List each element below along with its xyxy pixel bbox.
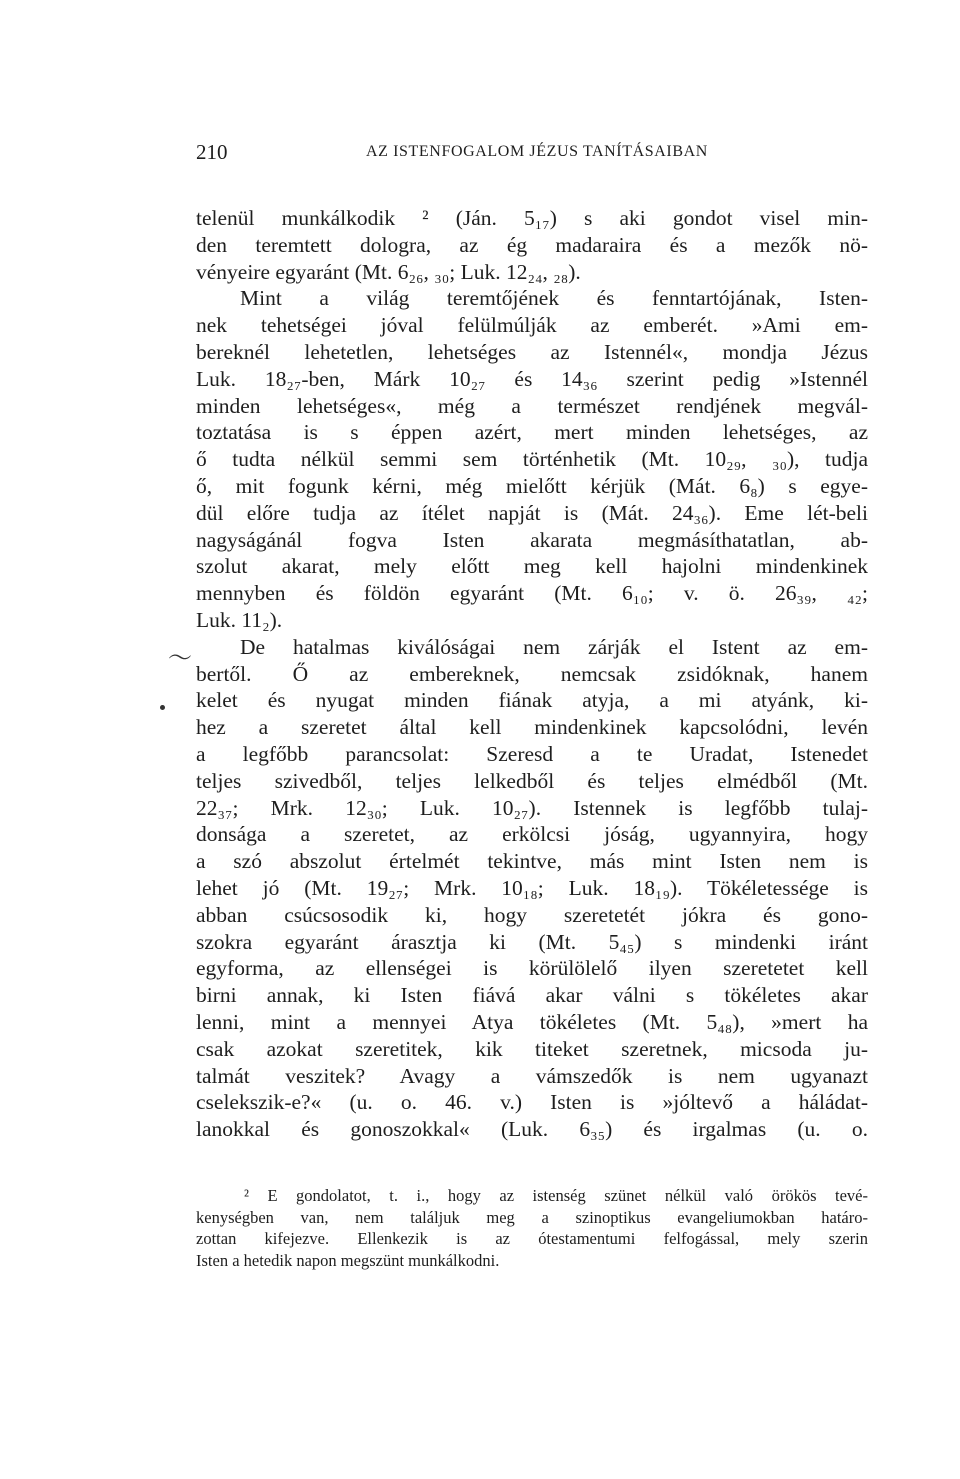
text-line: dül előre tudja az ítélet napját is (Mát. 24₃₆). Eme lét-beli — [196, 500, 868, 525]
text-line: De hatalmas kiválóságai nem zárják el Istent az em- — [240, 634, 868, 659]
text-line: csak azokat szeretitek, kik titeket szeretnek, micsoda ju- — [196, 1036, 868, 1061]
text-line: szolut akarat, mely előtt meg kell hajolni mindenkinek — [196, 554, 868, 579]
text-line: bereknél lehetetlen, lehetséges az Istennél«, mondja Jézus — [196, 339, 868, 364]
margin-annotation-mark: 〜 — [168, 646, 192, 672]
margin-dot-mark — [160, 705, 165, 710]
text-line: a szó abszolut értelmét tekintve, más mint Isten nem is — [196, 849, 868, 874]
running-head: AZ ISTENFOGALOM JÉZUS TANÍTÁSAIBAN — [366, 143, 708, 160]
text-line: Mint a világ teremtőjének és fenntartójának, Isten- — [240, 286, 868, 311]
text-line: teljes szivedből, teljes lelkedből és teljes elmédből (Mt. — [196, 768, 868, 793]
text-line: a legfőbb parancsolat: Szeresd a te Uradat, Istenedet — [196, 741, 868, 766]
text-line: nagyságánál fogva Isten akarata megmásíthatatlan, ab- — [196, 527, 868, 552]
text-line: lehet jó (Mt. 19₂₇; Mrk. 10₁₈; Luk. 18₁₉). Tökéletessége is — [196, 875, 868, 900]
text-line: hez a szeretet által kell mindenkinek kapcsolódni, levén — [196, 715, 868, 740]
text-line: minden lehetséges«, még a természet rendjének megvál- — [196, 393, 868, 418]
footnotes — [196, 1185, 868, 1271]
text-line: talmát veszitek? Avagy a vámszedők is nem ugyanazt — [196, 1063, 868, 1088]
text-line: den teremtett dologra, az ég madaraira és a mezők nö- — [196, 232, 868, 257]
text-line: telenül munkálkodik ² (Ján. 5₁₇) s aki gondot visel min- — [196, 206, 868, 230]
text-line: lenni, mint a mennyei Atya tökéletes (Mt. 5₄₈), »mert ha — [196, 1009, 868, 1034]
text-line: mennyben és földön egyaránt (Mt. 6₁₀; v. ö. 26₃₉, ₄₂; — [196, 581, 868, 606]
text-line: szokra egyaránt árasztja ki (Mt. 5₄₅) s mindenki iránt — [196, 929, 868, 954]
text-line: Luk. 18₂₇-ben, Márk 10₂₇ és 14₃₆ szerint pedig »Istennél — [196, 366, 868, 391]
footnote-line: ² E gondolatot, t. i., hogy az istenség szünet nélkül való örökös tevé- — [244, 1186, 868, 1205]
text-line: lanokkal és gonoszokkal« (Luk. 6₃₅) és irgalmas (u. o. — [196, 1117, 868, 1142]
text-line: birni annak, ki Isten fiává akar válni s tökéletes akar — [196, 983, 868, 1008]
text-line: nek tehetségei jóval felülmúlják az emberét. »Ami em- — [196, 313, 868, 338]
text-line: cselekszik-e?« (u. o. 46. v.) Isten is »jóltevő a háládat- — [196, 1090, 868, 1115]
text-line: vényeire egyaránt (Mt. 6₂₆, ₃₀; Luk. 12₂₄, ₂₈). — [196, 259, 581, 284]
text-line: ő, mit fogunk kérni, még mielőtt kérjük (Mát. 6₈) s egye- — [196, 473, 868, 498]
text-line: 22₃₇; Mrk. 12₃₀; Luk. 10₂₇). Istennek is legfőbb tulaj- — [196, 795, 868, 820]
footnote-line: kenységben van, nem találjuk meg a szinoptikus evangeliumokban határo- — [196, 1207, 868, 1227]
text-line: donsága a szeretet, az erkölcsi jóság, ugyannyira, hogy — [196, 822, 868, 847]
page-header — [196, 140, 868, 170]
text-line: kelet és nyugat minden fiának atyja, a mi atyánk, ki- — [196, 688, 868, 713]
text-line: bertől. Ő az embereknek, nemcsak zsidóknak, hanem — [196, 661, 868, 686]
text-line: abban csúcsosodik ki, hogy szeretetét jókra és gono- — [196, 902, 868, 927]
footnote-line: Isten a hetedik napon megszünt munkálkodni. — [196, 1250, 500, 1270]
text-line: ő tudta nélkül semmi sem történhetik (Mt. 10₂₉, ₃₀), tudja — [196, 447, 868, 472]
body-text — [196, 205, 868, 1143]
footnote-line: zottan kifejezve. Ellenkezik is az ótestamentumi felfogással, mely szerin — [196, 1229, 868, 1248]
text-line: toztatása is s éppen azért, mert minden lehetséges, az — [196, 420, 868, 445]
text-line: egyforma, az ellenségei is körülölelő ilyen szeretetet kell — [196, 956, 868, 981]
page-number: 210 — [196, 140, 228, 164]
text-line: Luk. 11₂). — [196, 607, 283, 632]
